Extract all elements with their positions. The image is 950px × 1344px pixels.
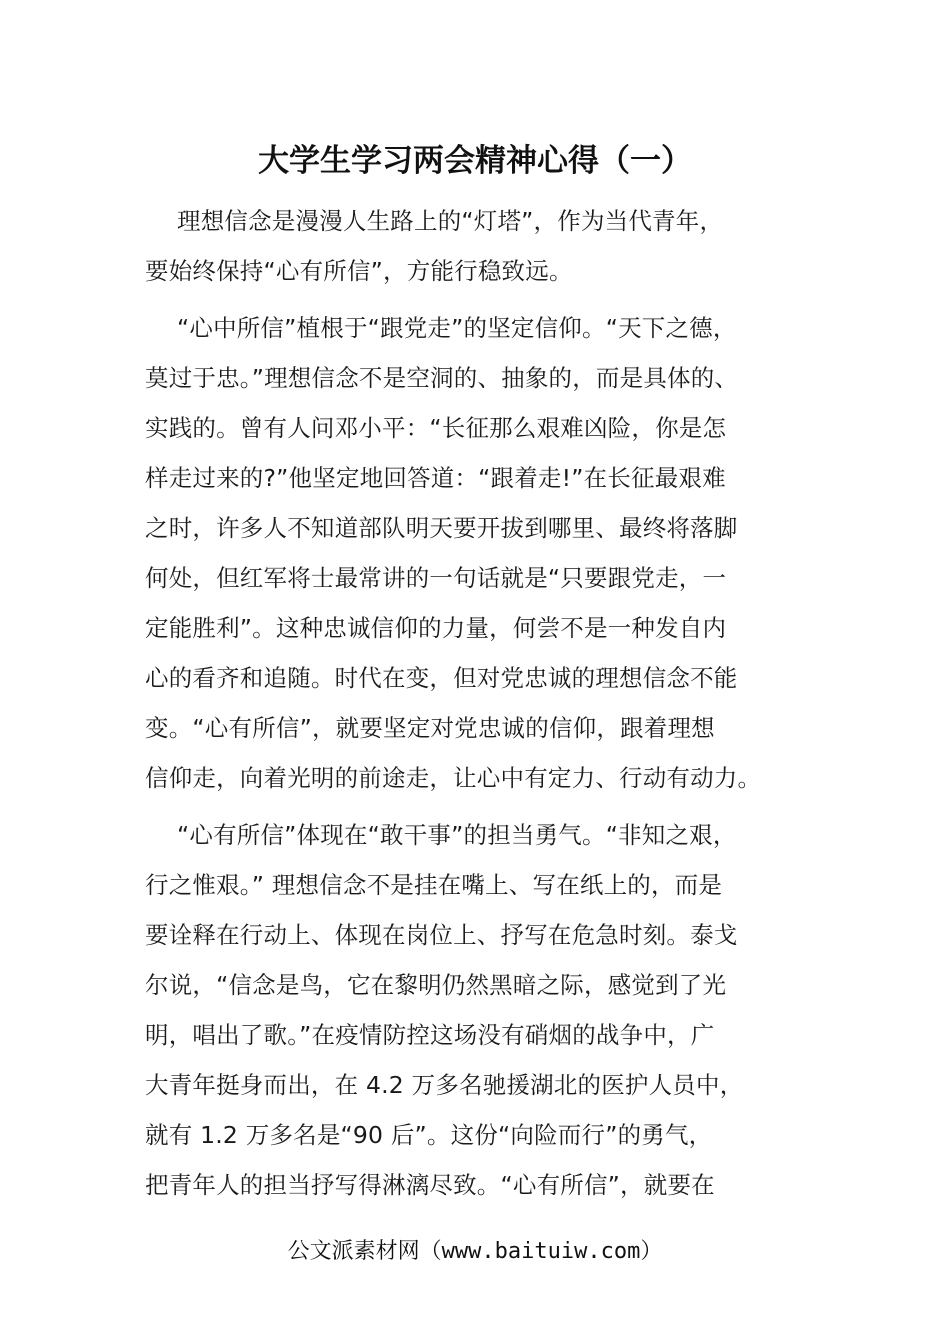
text-line: “心中所信”植根于“跟党走”的坚定信仰。“天下之德， bbox=[177, 314, 737, 342]
paragraph bbox=[145, 196, 835, 296]
footer-watermark bbox=[0, 1228, 950, 1276]
text-line: 信仰走，向着光明的前途走，让心中有定力、行动有动力。 bbox=[145, 764, 762, 792]
text-line: 尔说，“信念是鸟，它在黎明仍然黑暗之际，感觉到了光 bbox=[145, 971, 727, 999]
document-body bbox=[145, 196, 835, 1210]
text-line: 莫过于忠。”理想信念不是空洞的、抽象的，而是具体的、 bbox=[145, 364, 739, 392]
text-line: 心的看齐和追随。时代在变，但对党忠诚的理想信念不能 bbox=[145, 664, 738, 692]
text-line: 把青年人的担当抒写得淋漓尽致。“心有所信”，就要在 bbox=[145, 1171, 715, 1199]
text-line: 就有 1.2 万多名是“90 后”。这份“向险而行”的勇气， bbox=[145, 1121, 713, 1149]
text-line: 何处，但红军将士最常讲的一句话就是“只要跟党走，一 bbox=[145, 564, 727, 592]
text-line: 要诠释在行动上、体现在岗位上、抒写在危急时刻。泰戈 bbox=[145, 921, 738, 949]
text-line: 样走过来的?”他坚定地回答道：“跟着走!”在长征最艰难 bbox=[145, 464, 726, 492]
text-line: 行之惟艰。” 理想信念不是挂在嘴上、写在纸上的，而是 bbox=[145, 871, 723, 899]
text-line: 变。“心有所信”，就要坚定对党忠诚的信仰，跟着理想 bbox=[145, 714, 715, 742]
text-line: “心有所信”体现在“敢干事”的担当勇气。“非知之艰， bbox=[177, 821, 737, 849]
paragraph bbox=[145, 810, 835, 1210]
document-title: 大学生学习两会精神心得（一） bbox=[258, 143, 692, 179]
footer-suffix: ） bbox=[640, 1239, 663, 1264]
footer-prefix: 公文派素材网（ bbox=[287, 1239, 442, 1264]
text-line: 要始终保持“心有所信”，方能行稳致远。 bbox=[145, 257, 573, 285]
text-line: 明，唱出了歌。”在疫情防控这场没有硝烟的战争中，广 bbox=[145, 1021, 715, 1049]
paragraph bbox=[145, 303, 835, 803]
text-line: 定能胜利”。这种忠诚信仰的力量，何尝不是一种发自内 bbox=[145, 614, 727, 642]
text-line: 理想信念是漫漫人生路上的“灯塔”，作为当代青年， bbox=[177, 207, 724, 235]
text-line: 实践的。曾有人问邓小平：“长征那么艰难凶险，你是怎 bbox=[145, 414, 727, 442]
text-line: 之时，许多人不知道部队明天要开拔到哪里、最终将落脚 bbox=[145, 514, 738, 542]
text-line: 大青年挺身而出，在 4.2 万多名驰援湖北的医护人员中， bbox=[145, 1071, 744, 1099]
footer-site-link[interactable]: www.baituiw.com bbox=[441, 1239, 641, 1264]
